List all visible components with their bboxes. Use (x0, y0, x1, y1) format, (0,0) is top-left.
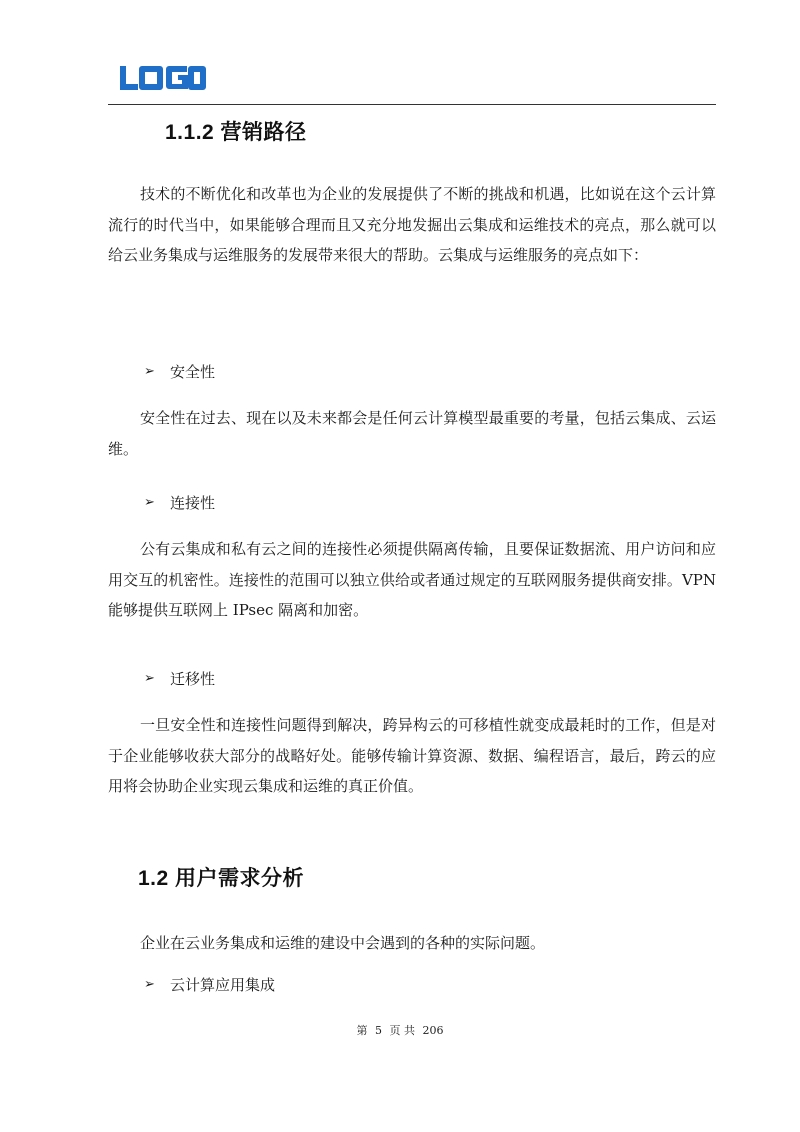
total-pages: 206 (422, 1024, 444, 1037)
bullet-label: 连接性 (170, 494, 216, 512)
arrow-bullet-icon: ➢ (144, 671, 155, 686)
intro-paragraph: 技术的不断优化和改革也为企业的发展提供了不断的挑战和机遇，比如说在这个云计算流行的时代当中，如果能够合理而且又充分地发掘出云集成和运维技术的亮点，那么就可以给云业务集成与运维服务的发展带来很大的帮助。云集成与运维服务的亮点如下： (108, 185, 716, 264)
logo-wordmark (118, 65, 206, 91)
arrow-bullet-icon: ➢ (144, 364, 155, 379)
bullet-label: 迁移性 (170, 670, 216, 688)
footer-middle: 页 共 (389, 1024, 415, 1037)
page-footer (0, 1022, 800, 1038)
bullet-item-cloud-app-integration (144, 975, 275, 995)
page-number: 5 (375, 1024, 382, 1037)
arrow-bullet-icon: ➢ (144, 977, 155, 992)
footer-prefix: 第 (356, 1024, 368, 1037)
section-heading-1-1-2: 1.1.2 营销路径 (165, 121, 307, 144)
logo (118, 60, 206, 96)
security-paragraph: 安全性在过去、现在以及未来都会是任何云计算模型最重要的考量，包括云集成、云运维。 (108, 409, 716, 458)
header-divider (108, 104, 716, 105)
bullet-item-connectivity (144, 493, 215, 513)
bullet-label: 云计算应用集成 (170, 976, 276, 994)
user-needs-paragraph: 企业在云业务集成和运维的建设中会遇到的各种的实际问题。 (140, 934, 546, 952)
bullet-item-portability (144, 669, 215, 689)
section-heading-1-2: 1.2 用户需求分析 (138, 867, 305, 890)
bullet-label: 安全性 (170, 363, 216, 381)
arrow-bullet-icon: ➢ (144, 495, 155, 510)
bullet-item-security (144, 362, 215, 382)
connectivity-paragraph: 公有云集成和私有云之间的连接性必须提供隔离传输，且要保证数据流、用户访问和应用交互的机密性。连接性的范围可以独立供给或者通过规定的互联网服务提供商安排。VPN 能够提供互联网上 IPsec 隔离和加密。 (108, 540, 716, 619)
portability-paragraph: 一旦安全性和连接性问题得到解决，跨异构云的可移植性就变成最耗时的工作，但是对于企业能够收获大部分的战略好处。能够传输计算资源、数据、编程语言，最后，跨云的应用将会协助企业实现云集成和运维的真正价值。 (108, 716, 716, 795)
